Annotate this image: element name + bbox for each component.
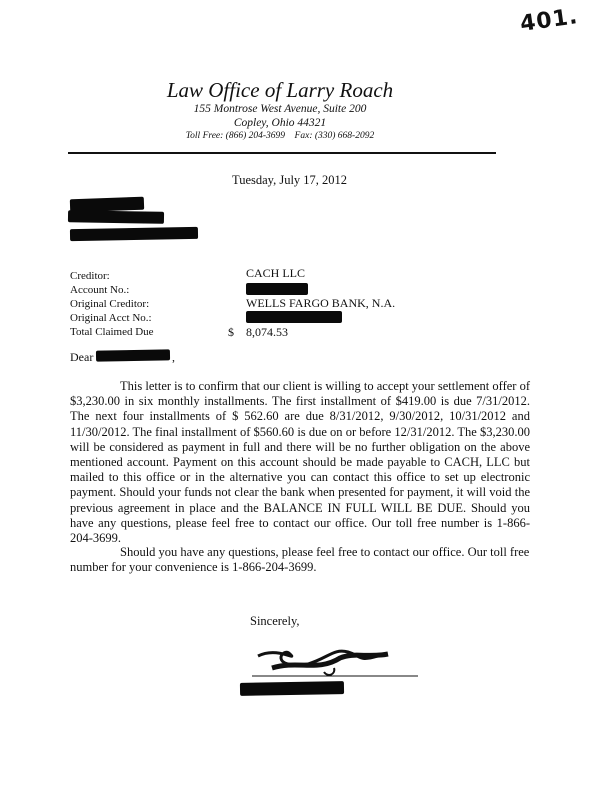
contact-line: Toll Free: (866) 204-3699 Fax: (330) 668-2092 — [185, 131, 375, 141]
letterhead-divider — [68, 152, 496, 154]
redacted-original-acct-no — [246, 311, 342, 323]
redacted-signer-name — [240, 681, 344, 696]
firm-name: Law Office of Larry Roach — [166, 78, 394, 102]
body-paragraph-1: This letter is to confirm that our client is willing to accept your settlement offer of $3,230.00 in six monthly installments. The first installment of $419.00 is due 7/31/2012. The next four installments of $ 562.60 are due 8/31/2012, 9/30/2012, 10/31/2012 and 11/30/2012. The final installment of $560.60 is due on or before 12/31/2012. The $3,230.00 will be considered as payment in full and there will be no further obligation on the above mentioned account. Payment on this account should be made payable to CACH, LLC but mailed to this office or in the alternative you can contact this office to set up electronic payment. Should your funds not clear the bank when presented for payment, it will void the previous agreement in place and the BALANCE IN FULL WILL BE DUE. Should you have any questions, please feel free to contact our office. Our toll free number is 1-866-204-3699. — [70, 379, 530, 546]
salutation-comma: , — [172, 350, 175, 364]
creditor-label: Creditor: — [70, 270, 110, 282]
address-line-1: 155 Montrose West Avenue, Suite 200 — [193, 103, 367, 115]
creditor-value: CACH LLC — [246, 266, 306, 280]
total-due-label: Total Claimed Due — [70, 326, 154, 338]
original-creditor-value: WELLS FARGO BANK, N.A. — [246, 296, 396, 310]
redacted-recipient-city — [70, 227, 198, 241]
handwritten-note: 401. — [518, 4, 580, 37]
redacted-salutation-name — [96, 349, 170, 361]
address-line-2: Copley, Ohio 44321 — [233, 117, 327, 129]
closing: Sincerely, — [250, 614, 300, 628]
original-creditor-label: Original Creditor: — [70, 298, 150, 310]
total-due-value: 8,074.53 — [246, 325, 288, 339]
letterhead — [0, 78, 560, 143]
original-acct-no-label: Original Acct No.: — [70, 312, 152, 324]
redacted-recipient-street — [68, 210, 164, 224]
body-paragraph-2: Should you have any questions, please feel free to contact our office. Our toll free number for your convenience is 1-866-204-3699. — [70, 545, 530, 575]
currency-symbol: $ — [228, 325, 234, 339]
account-no-label: Account No.: — [70, 284, 130, 296]
letter-date: Tuesday, July 17, 2012 — [232, 173, 348, 187]
redacted-account-no — [246, 283, 308, 295]
salutation: Dear — [70, 350, 94, 364]
